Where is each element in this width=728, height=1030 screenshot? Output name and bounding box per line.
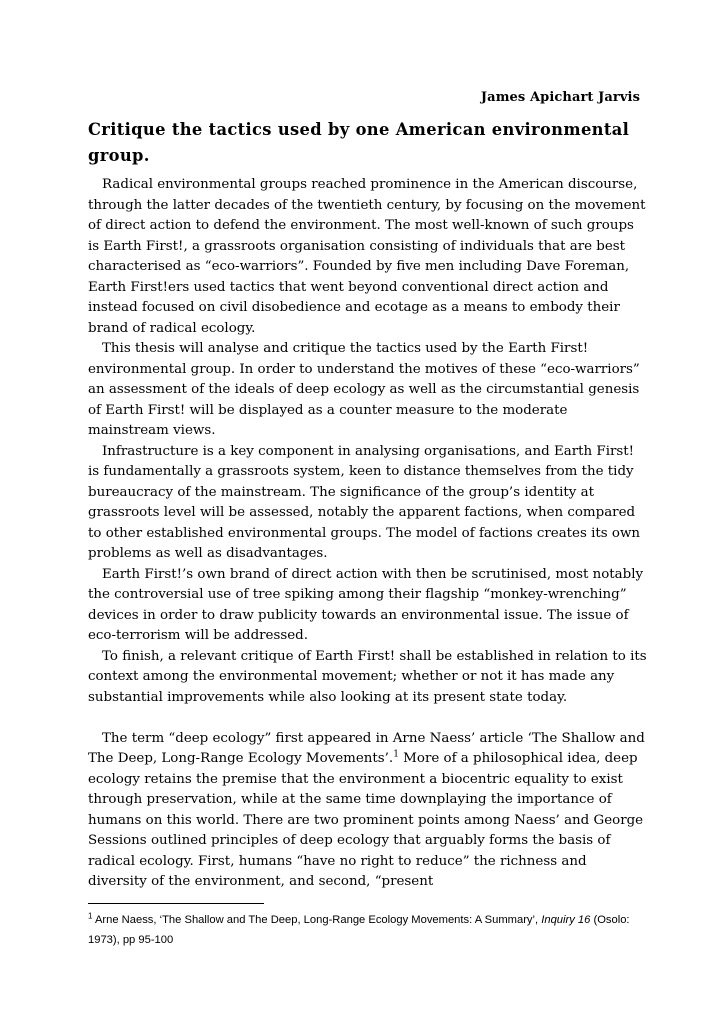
footnote-number: 1 — [88, 911, 93, 921]
footnote-journal: Inquiry 16 — [541, 914, 591, 926]
paragraph: To finish, a relevant critique of Earth First! shall be established in relation to its context among the environmental movement; whether or not it has made any substantial improvements while also looking at its present state today. — [88, 648, 647, 705]
paragraph-deep-ecology — [88, 729, 648, 893]
footnote — [88, 910, 648, 950]
paragraph: Infrastructure is a key component in analysing organisations, and Earth First! is fundamentally a grassroots system, keen to distance themselves from the tidy bureaucracy of the mainstream. The significance of the group’s identity at grassroots level will be assessed, notably the apparent factions, when compared to other established environmental groups. The model of factions creates its own problems as well as disadvantages. — [88, 443, 641, 561]
author-name: James Apichart Jarvis — [480, 90, 640, 105]
document-title: Critique the tactics used by one American environmental group. — [88, 120, 630, 165]
paragraph: Radical environmental groups reached prominence in the American discourse, through the latter decades of the twentieth century, by focusing on the movement of direct action to defend the environment. The most well-known of such groups is Earth First!, a grassroots organisation consisting of individuals that are best characterised as “eco-warriors”. Founded by five men including Dave Foreman, Earth First!ers used tactics that went beyond conventional direct action and instead focused on civil disobedience and ecotage as a means to embody their brand of radical ecology. — [88, 177, 646, 336]
paragraph-text-after-ref: More of a philosophical idea, deep ecology retains the premise that the environment a biocentric equality to exist through preservation, while at the same time downplaying the importance of humans on this world. There are two prominent points among Naess’ and George Sessions outlined principles of deep ecology that arguably forms the basis of radical ecology. First, humans “have no right to reduce” the richness and diversity of the environment, and second, “present — [88, 751, 644, 889]
document-body — [88, 175, 648, 893]
paragraph: Earth First!’s own brand of direct action with then be scrutinised, most notably the controversial use of tree spiking among their flagship “monkey-wrenching” devices in order to draw publicity towards an environmental issue. The issue of eco-terrorism will be addressed. — [88, 566, 644, 643]
footnote-reference[interactable]: 1 — [393, 749, 399, 760]
footnote-text-before: Arne Naess, ‘The Shallow and The Deep, Long-Range Ecology Movements: A Summary’, — [92, 914, 542, 926]
footnote-text-after: (Osolo: 1973), pp 95-100 — [88, 914, 630, 946]
footnote-separator — [88, 903, 264, 904]
paragraph-text-before-ref: The term “deep ecology” first appeared in Arne Naess’ article ‘The Shallow and The Deep, Long-Range Ecology Movements’. — [88, 730, 645, 766]
paragraph: This thesis will analyse and critique the tactics used by the Earth First! environmental group. In order to understand the motives of these “eco-warriors” an assessment of the ideals of deep ecology as well as the circumstantial genesis of Earth First! will be displayed as a counter measure to the moderate mainstream views. — [88, 341, 640, 438]
